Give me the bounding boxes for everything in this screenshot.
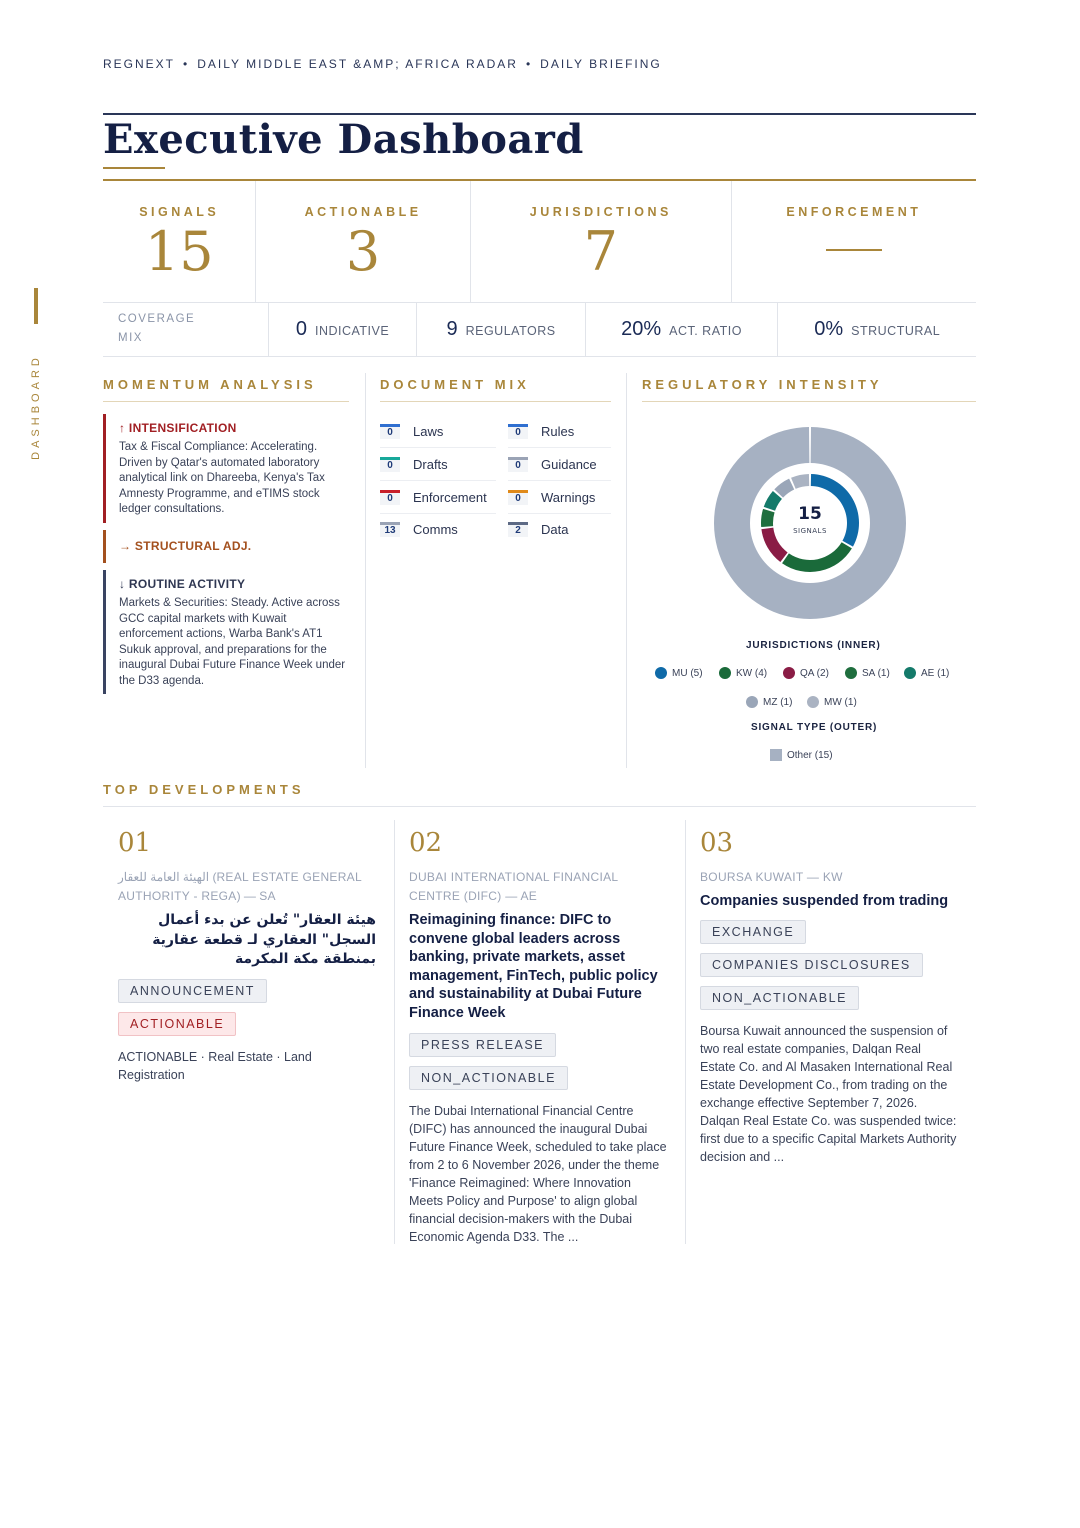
card-description: Boursa Kuwait announced the suspension of two real estate companies, Dalqan Real Estate Co. and Al Masaken International Real Estate Development Co., from trading on the exchange effective September 7, 2026. Dalqan Real Estate Co. was suspended twice: first due to a specific Capital Markets Authority decision and ... <box>700 1023 957 1164</box>
inner-slice-mw[interactable] <box>791 474 809 489</box>
doc-label: Rules <box>541 423 575 439</box>
card-source: الهيئة العامة للعقار (REAL ESTATE GENERAL AUTHORITY - REGA) — SA <box>118 870 362 903</box>
legend-label: QA (2) <box>800 667 829 679</box>
card-divider <box>685 820 686 1244</box>
legend-item-other[interactable] <box>770 749 833 761</box>
card-number: 03 <box>700 828 734 858</box>
donut-center-label: SIGNALS <box>793 527 827 535</box>
coverage-mix <box>103 302 269 356</box>
title-accent <box>103 167 165 169</box>
card-headline[interactable]: Reimagining finance: DIFC to convene global leaders across banking, private markets, asset management, FinTech, public policy and sustainability at Dubai Future Finance Week <box>409 912 658 1021</box>
legend-item-sa[interactable] <box>845 667 890 679</box>
kpi-label: ENFORCEMENT <box>786 205 922 219</box>
side-tab-marker <box>34 288 38 324</box>
stat-structural <box>778 302 976 356</box>
kpi-value: 7 <box>583 220 618 283</box>
momentum-body: Markets & Securities: Steady. Active across GCC capital markets with Kuwait enforcement actions, Warba Bank's AT1 Sukuk approval, and preparations for the inaugural Dubai Future Finance Week under the D33 agenda. <box>119 597 346 687</box>
doc-count: 0 <box>508 490 528 505</box>
stat-value: 20% <box>621 317 662 340</box>
doc-label: Laws <box>413 423 444 439</box>
section-momentum-heading: MOMENTUM ANALYSIS <box>103 377 317 392</box>
development-card-2[interactable] <box>409 828 667 1246</box>
stat-label: REGULATORS <box>465 324 556 338</box>
legend-label: MW (1) <box>824 696 857 708</box>
stat-label: ACT. RATIO <box>669 324 742 338</box>
doc-count: 0 <box>380 490 400 505</box>
legend-swatch <box>807 696 819 708</box>
kpi-row <box>103 181 976 303</box>
stat-regulators <box>417 302 585 356</box>
legend-swatch <box>904 667 916 679</box>
section-rule <box>642 401 976 402</box>
momentum-structural <box>103 530 349 563</box>
legend-label: MZ (1) <box>763 696 793 708</box>
legend-swatch <box>845 667 857 679</box>
tag-announcement[interactable]: ANNOUNCEMENT <box>118 979 267 1003</box>
section-rule <box>103 806 976 807</box>
doc-label: Comms <box>413 521 458 537</box>
kpi-label: ACTIONABLE <box>304 205 422 219</box>
card-headline[interactable]: Companies suspended from trading <box>700 893 949 909</box>
column-divider <box>365 373 366 768</box>
sub-stats-row <box>103 302 976 357</box>
legend-item-mw[interactable] <box>807 696 857 708</box>
doc-count: 2 <box>508 522 528 537</box>
stat-value: 0 <box>295 317 307 340</box>
breadcrumb-item[interactable]: DAILY BRIEFING <box>540 57 662 71</box>
doc-mix-data[interactable] <box>508 513 611 545</box>
card-headline[interactable]: هيئة العقار" تُعلن عن بدء أعمال السجل" العقاري لـ قطعة عقارية بمنطقة مكة المكرمة <box>152 912 376 967</box>
card-meta: ACTIONABLE · Real Estate · Land Registration <box>118 1049 312 1082</box>
doc-mix-laws[interactable] <box>380 415 496 448</box>
doc-mix-comms[interactable] <box>380 513 496 545</box>
legend-item-kw[interactable] <box>719 667 767 679</box>
card-number: 02 <box>409 828 443 858</box>
legend-item-mz[interactable] <box>746 696 792 708</box>
tag-actionable[interactable]: ACTIONABLE <box>118 1012 236 1036</box>
card-divider <box>394 820 395 1244</box>
kpi-value: 15 <box>144 220 214 283</box>
tag-non-actionable[interactable]: NON_ACTIONABLE <box>700 986 859 1010</box>
legend-item-mu[interactable] <box>655 667 703 679</box>
section-docmix-heading: DOCUMENT MIX <box>380 377 530 392</box>
legend-swatch <box>783 667 795 679</box>
kpi-enforcement <box>732 181 976 302</box>
kpi-label: SIGNALS <box>139 205 220 219</box>
development-card-3[interactable] <box>700 828 958 1166</box>
stat-label: INDICATIVE <box>314 324 390 338</box>
section-top-heading: TOP DEVELOPMENTS <box>103 782 305 797</box>
doc-mix-enforcement[interactable] <box>380 481 496 514</box>
title-rule <box>103 113 976 115</box>
legend-swatch <box>719 667 731 679</box>
momentum-heading: ↑ INTENSIFICATION <box>119 421 237 435</box>
stat-label: STRUCTURAL <box>851 324 941 338</box>
kpi-jurisdictions <box>471 181 732 302</box>
doc-mix-guidance[interactable] <box>508 448 611 481</box>
stat-indicative <box>269 302 418 356</box>
stat-value: 0% <box>814 317 844 340</box>
legend-item-ae[interactable] <box>904 667 949 679</box>
kpi-label: JURISDICTIONS <box>529 205 672 219</box>
card-number: 01 <box>118 828 152 858</box>
legend-label: AE (1) <box>921 667 950 679</box>
legend-label: SA (1) <box>862 667 890 679</box>
doc-label: Guidance <box>541 456 597 472</box>
tag-companies-disclosures[interactable]: COMPANIES DISCLOSURES <box>700 953 923 977</box>
doc-count: 0 <box>508 424 528 439</box>
doc-label: Drafts <box>413 456 448 472</box>
tag-non-actionable[interactable]: NON_ACTIONABLE <box>409 1066 568 1090</box>
stat-value: 9 <box>446 317 458 340</box>
doc-label: Enforcement <box>413 489 487 505</box>
doc-count: 0 <box>508 457 528 472</box>
card-source: BOURSA KUWAIT — KW <box>700 870 843 884</box>
doc-mix-warnings[interactable] <box>508 481 611 514</box>
development-card-1[interactable] <box>118 828 376 1084</box>
stat-act-ratio <box>586 302 779 356</box>
donut-center-value: 15 <box>798 504 822 524</box>
breadcrumb-item[interactable]: REGNEXT <box>103 57 176 71</box>
regulatory-intensity-chart <box>710 423 910 623</box>
legend-item-qa[interactable] <box>783 667 829 679</box>
momentum-heading: → STRUCTURAL ADJ. <box>119 539 252 553</box>
doc-mix-rules[interactable] <box>508 415 611 448</box>
doc-count: 0 <box>380 424 400 439</box>
card-source: DUBAI INTERNATIONAL FINANCIAL CENTRE (DIFC) — AE <box>409 870 618 903</box>
legend-swatch <box>746 696 758 708</box>
legend-swatch <box>655 667 667 679</box>
legend-inner-title: JURISDICTIONS (INNER) <box>746 640 881 651</box>
breadcrumb-item[interactable]: DAILY MIDDLE EAST &AMP; AFRICA RADAR <box>197 57 518 71</box>
momentum-body: Tax & Fiscal Compliance: Accelerating. Driven by Qatar's automated laboratory analytical link on Dhareeba, Kenya's Tax Amnesty Programme, and eTIMS stock ledger consultations. <box>119 441 325 515</box>
page-title: Executive Dashboard <box>103 116 584 163</box>
legend-swatch <box>770 749 782 761</box>
section-intensity-heading: REGULATORY INTENSITY <box>642 377 883 392</box>
tag-press-release[interactable]: PRESS RELEASE <box>409 1033 556 1057</box>
tag-exchange[interactable]: EXCHANGE <box>700 920 806 944</box>
column-divider <box>626 373 627 768</box>
kpi-value: 3 <box>345 220 381 283</box>
legend-outer-title: SIGNAL TYPE (OUTER) <box>751 722 878 733</box>
doc-count: 0 <box>380 457 400 472</box>
breadcrumb: REGNEXT • DAILY MIDDLE EAST &AMP; AFRICA RADAR • DAILY BRIEFING <box>103 57 662 71</box>
inner-slice-sa[interactable] <box>761 509 775 527</box>
side-label: DASHBOARD <box>30 354 42 460</box>
kpi-signals <box>103 181 256 302</box>
card-description: The Dubai International Financial Centre (DIFC) has announced the inaugural Dubai Future Finance Week, scheduled to take place from 2 to 6 November 2026, under the theme 'Finance Reimagined: Where Innovation Meets Policy and Purpose' to align global financial decision-makers with the Dubai Economic Agenda D33. The ... <box>409 1104 667 1244</box>
kpi-empty-dash <box>826 249 882 251</box>
legend-label: MU (5) <box>672 667 703 679</box>
momentum-routine <box>103 570 349 694</box>
section-rule <box>380 401 611 402</box>
doc-mix-drafts[interactable] <box>380 448 496 481</box>
doc-label: Warnings <box>541 489 596 505</box>
doc-label: Data <box>541 521 569 537</box>
coverage-mix-label: COVERAGE MIX <box>118 313 196 344</box>
momentum-heading: ↓ ROUTINE ACTIVITY <box>119 577 246 591</box>
legend-label: KW (4) <box>736 667 768 679</box>
momentum-intensification <box>103 414 349 523</box>
doc-count: 13 <box>380 522 400 537</box>
section-rule <box>103 401 349 402</box>
legend-label: Other (15) <box>787 749 833 761</box>
kpi-actionable <box>256 181 470 302</box>
